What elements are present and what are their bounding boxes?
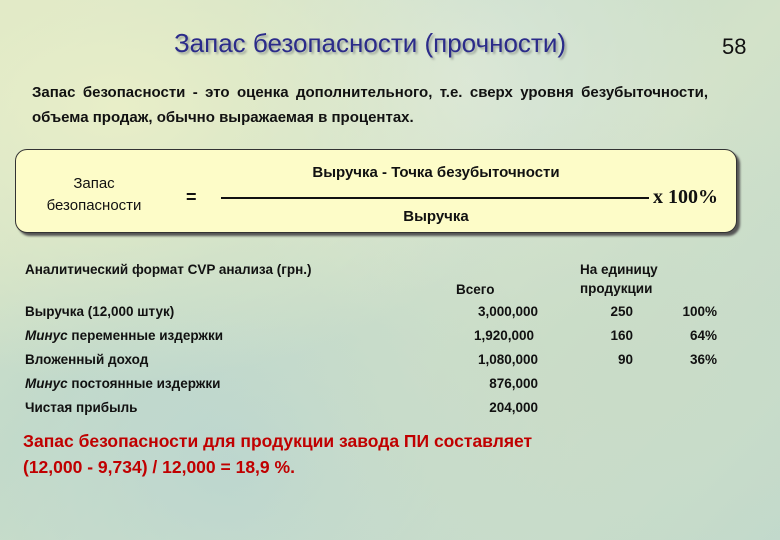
table-row-label [25,304,174,319]
formula-left-line2: безопасности [46,197,142,214]
row-prefix: Минус [25,328,68,343]
row-prefix: Минус [25,376,68,391]
intro-paragraph: Запас безопасности - это оценка дополнительного, т.е. сверх уровня безубыточности, объема продаж, обычно выражаемая в процентах. [32,84,708,126]
row-total: 876,000 [489,376,538,391]
column-header-unit-line1: На единицу [580,262,658,277]
table-row-label [25,376,220,391]
formula-multiplier: x 100% [653,186,718,208]
row-pct: 64% [689,328,717,343]
conclusion [23,428,532,480]
row-label: Чистая прибыль [25,400,138,415]
formula-left [44,173,144,217]
row-unit: 90 [617,352,633,367]
row-unit: 160 [610,328,633,343]
table-heading: Аналитический формат CVP анализа (грн.) [25,262,312,277]
row-label: Вложенный доход [25,352,149,367]
formula-box [15,149,737,233]
table-row-label [25,400,137,415]
row-unit: 250 [610,304,633,319]
conclusion-line1: Запас безопасности для продукции завода ПИ составляет [23,431,533,451]
table-row-label [25,352,148,367]
formula-denominator: Выручка [403,208,469,225]
row-label: постоянные издержки [67,376,221,391]
formula-left-line1: Запас [73,175,115,192]
row-total: 1,080,000 [477,352,538,367]
page-number: 58 [722,34,747,59]
row-total: 3,000,000 [477,304,538,319]
row-pct: 36% [689,352,717,367]
row-label: переменные издержки [67,328,224,343]
column-header-total: Всего [456,282,495,297]
formula-numerator: Выручка - Точка безубыточности [312,164,560,181]
row-label: Выручка (12,000 штук) [25,304,175,319]
fraction-bar [221,197,649,199]
column-header-unit-line2: продукции [580,281,653,296]
table-row-label [25,328,223,343]
formula-equals: = [186,187,197,207]
page-title: Запас безопасности (прочности) [173,28,567,58]
row-pct: 100% [682,304,717,319]
conclusion-line2: (12,000 - 9,734) / 12,000 = 18,9 %. [23,457,295,477]
row-total: 204,000 [489,400,538,415]
row-total: 1,920,000 [473,328,534,343]
